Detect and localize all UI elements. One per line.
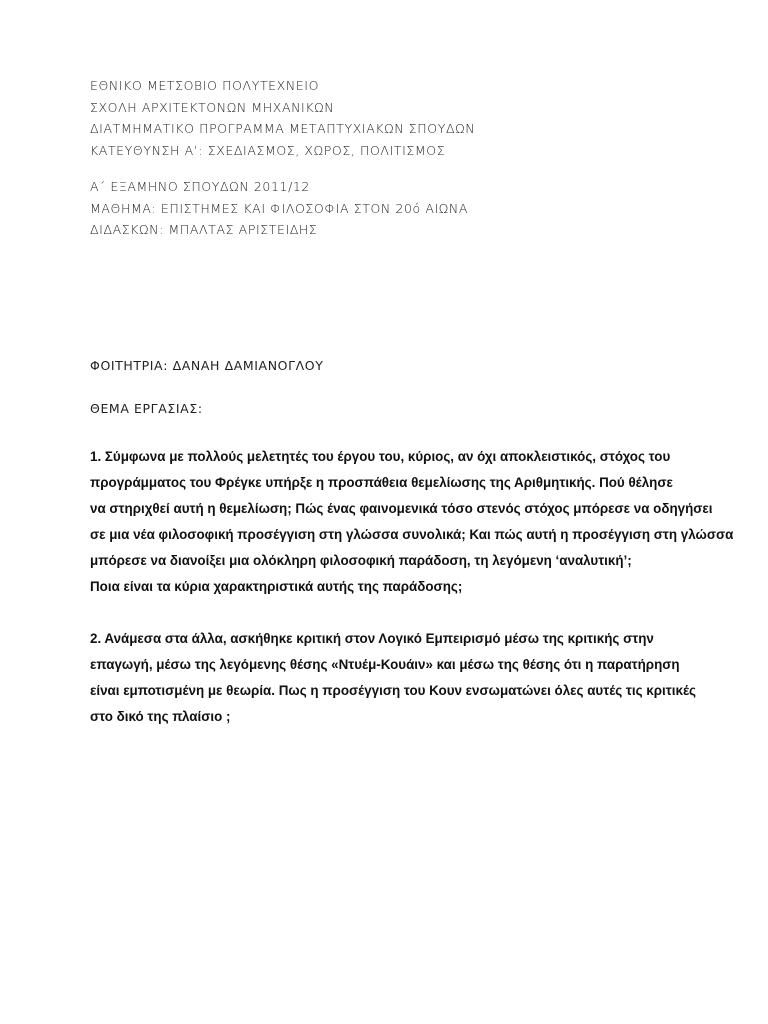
question-1 <box>90 444 734 600</box>
question-line: μπόρεσε να διανοίξει μια ολόκληρη φιλοσοφική παράδοση, τη λεγόμενη ‘αναλυτική’; <box>90 553 632 568</box>
question-line: σε μια νέα φιλοσοφική προσέγγιση στη γλώσσα συνολικά; Και πώς αυτή η προσέγγιση στη γλώσσα <box>90 527 734 542</box>
course-line: ΜΑΘΗΜΑ: ΕΠΙΣΤΗΜΕΣ ΚΑΙ ΦΙΛΟΣΟΦΙΑ ΣΤΟΝ 20ό ΑΙΩΝΑ <box>90 200 469 216</box>
program-name: ΔΙΑΤΜΗΜΑΤΙΚΟ ΠΡΟΓΡΑΜΜΑ ΜΕΤΑΠΤΥΧΙΑΚΩΝ ΣΠΟΥΔΩΝ <box>90 121 476 136</box>
university-name: ΕΘΝΙΚΟ ΜΕΤΣΟΒΙΟ ΠΟΛΥΤΕΧΝΕΙΟ <box>90 78 320 93</box>
question-line: προγράμματος του Φρέγκε υπήρξε η προσπάθεια θεμελίωσης της Αριθμητικής. Πού θέλησε <box>90 475 673 490</box>
question-line: 2. Ανάμεσα στα άλλα, ασκήθηκε κριτική στον Λογικό Εμπειρισμό μέσω της κριτικής στην <box>90 631 654 646</box>
question-line: επαγωγή, μέσω της λεγόμενης θέσης «Ντυέμ-Κουάιν» και μέσω της θέσης ότι η παρατήρηση <box>90 657 680 672</box>
spacer <box>90 161 710 176</box>
semester-line: Α΄ ΕΞΑΜΗΝΟ ΣΠΟΥΔΩΝ 2011/12 <box>90 179 310 194</box>
question-2 <box>90 626 710 730</box>
school-name: ΣΧΟΛΗ ΑΡΧΙΤΕΚΤΟΝΩΝ ΜΗΧΑΝΙΚΩΝ <box>90 99 335 115</box>
instructor-line: ΔΙΔΑΣΚΩΝ: ΜΠΑΛΤΑΣ ΑΡΙΣΤΕΙΔΗΣ <box>90 222 318 237</box>
question-line: στο δικό της πλαίσιο ; <box>90 709 231 724</box>
assignment-topic-label: ΘΕΜΑ ΕΡΓΑΣΙΑΣ: <box>90 401 203 416</box>
question-line: 1. Σύμφωνα με πολλούς μελετητές του έργου του, κύριος, αν όχι αποκλειστικός, στόχος του <box>90 449 671 464</box>
question-line: Ποια είναι τα κύρια χαρακτηριστικά αυτής της παράδοσης; <box>90 579 463 594</box>
document-header <box>90 75 710 241</box>
program-track: ΚΑΤΕΥΘΥΝΣΗ Α’: ΣΧΕΔΙΑΣΜΟΣ, ΧΩΡΟΣ, ΠΟΛΙΤΙΣΜΟΣ <box>90 142 446 158</box>
question-line: να στηριχθεί αυτή η θεμελίωση; Πώς ένας φαινομενικά τόσο στενός στόχος μπόρεσε να οδηγήσει <box>90 501 713 516</box>
question-line: είναι εμποτισμένη με θεωρία. Πως η προσέγγιση του Κουν ενσωματώνει όλες αυτές τις κριτικές <box>90 683 696 698</box>
student-name: ΦΟΙΤΗΤΡΙΑ: ΔΑΝΑΗ ΔΑΜΙΑΝΟΓΛΟΥ <box>90 358 324 373</box>
